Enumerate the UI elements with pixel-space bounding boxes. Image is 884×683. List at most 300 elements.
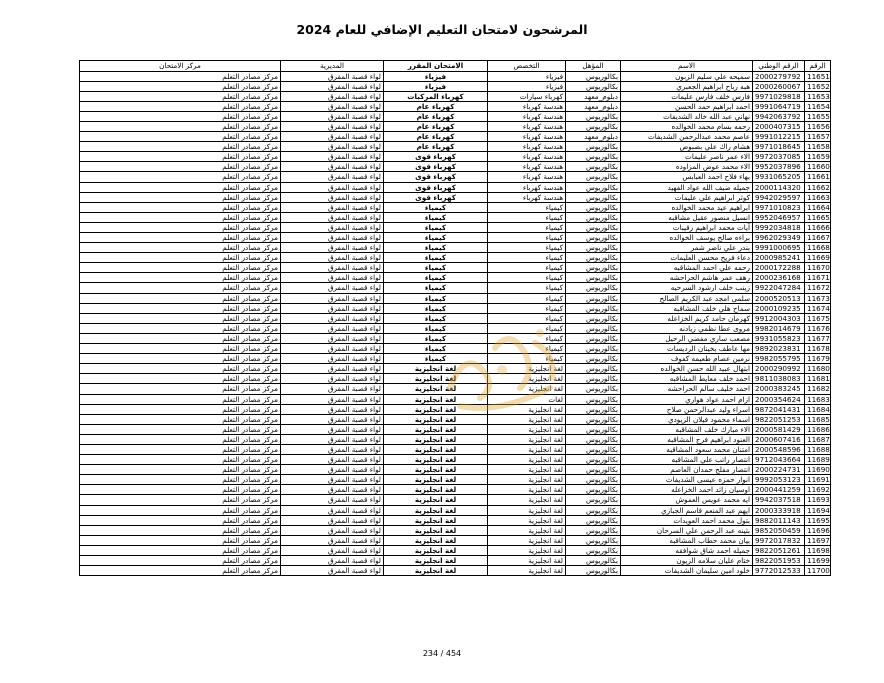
cell-num: 11665 bbox=[805, 212, 831, 222]
table-row bbox=[80, 182, 831, 192]
table-row bbox=[80, 515, 831, 525]
cell-national-id: 2000985241 bbox=[753, 253, 805, 263]
cell-exam-center: مركز مصادر التعلم bbox=[80, 91, 281, 101]
cell-exam: كيمياء bbox=[384, 303, 488, 313]
cell-exam: كيمياء bbox=[384, 313, 488, 323]
cell-exam: فيزياء bbox=[384, 81, 488, 91]
cell-name: نهاني عبد الله خالد الشديفات bbox=[621, 111, 753, 121]
cell-qualification: بكالوريوس bbox=[566, 222, 621, 232]
cell-national-id: 9931055823 bbox=[753, 333, 805, 343]
cell-exam-center: مركز مصادر التعلم bbox=[80, 465, 281, 475]
table-row bbox=[80, 273, 831, 283]
cell-exam: لغة انجليزية bbox=[384, 535, 488, 545]
cell-specialization: فيزياء bbox=[488, 71, 566, 81]
cell-national-id: 9822051261 bbox=[753, 545, 805, 555]
cell-exam: لغة انجليزية bbox=[384, 475, 488, 485]
cell-specialization: كيمياء bbox=[488, 233, 566, 243]
cell-specialization: فيزياء bbox=[488, 81, 566, 91]
cell-num: 11678 bbox=[805, 344, 831, 354]
cell-exam-center: مركز مصادر التعلم bbox=[80, 495, 281, 505]
cell-exam-center: مركز مصادر التعلم bbox=[80, 111, 281, 121]
cell-exam-center: مركز مصادر التعلم bbox=[80, 394, 281, 404]
cell-exam: كيمياء bbox=[384, 293, 488, 303]
cell-qualification: بكالوريوس bbox=[566, 172, 621, 182]
cell-directorate: لواء قصبة المفرق bbox=[281, 111, 384, 121]
cell-specialization: كيمياء bbox=[488, 283, 566, 293]
cell-qualification: بكالوريوس bbox=[566, 152, 621, 162]
table-row bbox=[80, 495, 831, 505]
cell-national-id: 2000172288 bbox=[753, 263, 805, 273]
candidates-table bbox=[79, 60, 831, 576]
cell-name: امتنان محمد سعود المشاقبه bbox=[621, 444, 753, 454]
cell-exam: كهرباء قوى bbox=[384, 192, 488, 202]
cell-exam: لغة انجليزية bbox=[384, 374, 488, 384]
cell-exam: لغة انجليزية bbox=[384, 515, 488, 525]
cell-qualification: بكالوريوس bbox=[566, 344, 621, 354]
cell-national-id: 9992034818 bbox=[753, 222, 805, 232]
cell-national-id: 9892023831 bbox=[753, 344, 805, 354]
cell-qualification: بكالوريوس bbox=[566, 81, 621, 91]
cell-exam-center: مركز مصادر التعلم bbox=[80, 525, 281, 535]
table-row bbox=[80, 444, 831, 454]
cell-name: رهف عمر هاشم الحراحشه bbox=[621, 273, 753, 283]
table-row bbox=[80, 424, 831, 434]
cell-directorate: لواء قصبة المفرق bbox=[281, 505, 384, 515]
cell-qualification: بكالوريوس bbox=[566, 243, 621, 253]
cell-qualification: بكالوريوس bbox=[566, 556, 621, 566]
cell-exam-center: مركز مصادر التعلم bbox=[80, 505, 281, 515]
cell-qualification: بكالوريوس bbox=[566, 121, 621, 131]
cell-directorate: لواء قصبة المفرق bbox=[281, 273, 384, 283]
cell-name: رحمه علي احمد المشاقبه bbox=[621, 263, 753, 273]
cell-national-id: 2000581429 bbox=[753, 424, 805, 434]
cell-name: هشام راك علي بصبوص bbox=[621, 142, 753, 152]
table-row bbox=[80, 263, 831, 273]
cell-exam-center: مركز مصادر التعلم bbox=[80, 202, 281, 212]
table-row bbox=[80, 566, 831, 576]
cell-national-id: 9952037896 bbox=[753, 162, 805, 172]
cell-name: هبه رباح ابراهيم الجعبري bbox=[621, 81, 753, 91]
cell-directorate: لواء قصبة المفرق bbox=[281, 152, 384, 162]
cell-exam: كيمياء bbox=[384, 263, 488, 273]
table-row bbox=[80, 545, 831, 555]
cell-qualification: بكالوريوس bbox=[566, 293, 621, 303]
cell-exam: لغة انجليزية bbox=[384, 444, 488, 454]
table-row bbox=[80, 243, 831, 253]
cell-name: نرمين عصام طعيمه كفوف bbox=[621, 354, 753, 364]
cell-num: 11695 bbox=[805, 515, 831, 525]
cell-qualification: بكالوريوس bbox=[566, 233, 621, 243]
table-row bbox=[80, 333, 831, 343]
cell-exam: لغة انجليزية bbox=[384, 414, 488, 424]
cell-directorate: لواء قصبة المفرق bbox=[281, 303, 384, 313]
cell-num: 11670 bbox=[805, 263, 831, 273]
cell-exam-center: مركز مصادر التعلم bbox=[80, 566, 281, 576]
cell-exam-center: مركز مصادر التعلم bbox=[80, 273, 281, 283]
cell-national-id: 9982055795 bbox=[753, 354, 805, 364]
table-row bbox=[80, 384, 831, 394]
table-row bbox=[80, 354, 831, 364]
cell-specialization: كيمياء bbox=[488, 323, 566, 333]
cell-name: الاء عمر ناصر عليمات bbox=[621, 152, 753, 162]
cell-exam: لغة انجليزية bbox=[384, 455, 488, 465]
table-row bbox=[80, 323, 831, 333]
cell-specialization: هندسة كهرباء bbox=[488, 111, 566, 121]
cell-qualification: بكالوريوس bbox=[566, 394, 621, 404]
cell-exam-center: مركز مصادر التعلم bbox=[80, 384, 281, 394]
cell-num: 11697 bbox=[805, 535, 831, 545]
cell-national-id: 9882011143 bbox=[753, 515, 805, 525]
cell-specialization: لغة انجليزية bbox=[488, 465, 566, 475]
cell-name: انتصار مفلح حمدان العاصم bbox=[621, 465, 753, 475]
cell-exam: كيمياء bbox=[384, 333, 488, 343]
cell-exam: كهرباء عام bbox=[384, 142, 488, 152]
cell-num: 11669 bbox=[805, 253, 831, 263]
cell-name: انسيل منصور عقيل مشاقبه bbox=[621, 212, 753, 222]
cell-directorate: لواء قصبة المفرق bbox=[281, 91, 384, 101]
cell-national-id: 9852050459 bbox=[753, 525, 805, 535]
cell-qualification: بكالوريوس bbox=[566, 434, 621, 444]
cell-name: احمد ابراهيم حمد الحسن bbox=[621, 101, 753, 111]
cell-name: انتصار راتب علي المشاقبه bbox=[621, 455, 753, 465]
table-row bbox=[80, 121, 831, 131]
cell-specialization: لغة انجليزية bbox=[488, 495, 566, 505]
cell-qualification: بكالوريوس bbox=[566, 374, 621, 384]
cell-directorate: لواء قصبة المفرق bbox=[281, 475, 384, 485]
cell-qualification: دبلوم_معهد bbox=[566, 132, 621, 142]
cell-specialization: لغة انجليزية bbox=[488, 535, 566, 545]
cell-num: 11674 bbox=[805, 303, 831, 313]
cell-specialization: هندسة كهرباء bbox=[488, 132, 566, 142]
cell-num: 11680 bbox=[805, 364, 831, 374]
cell-name: آيات محمد ابراهيم رقيبات bbox=[621, 222, 753, 232]
cell-national-id: 9942037518 bbox=[753, 495, 805, 505]
cell-exam: كهرباء عام bbox=[384, 132, 488, 142]
cell-specialization: كيمياء bbox=[488, 263, 566, 273]
cell-exam: كهرباء عام bbox=[384, 121, 488, 131]
cell-name: بثينه عبد الرحمن علي السرحان bbox=[621, 525, 753, 535]
table-row bbox=[80, 132, 831, 142]
cell-name: براءه صالح يوسف الخوالده bbox=[621, 233, 753, 243]
cell-qualification: بكالوريوس bbox=[566, 303, 621, 313]
cell-num: 11659 bbox=[805, 152, 831, 162]
cell-directorate: لواء قصبة المفرق bbox=[281, 182, 384, 192]
cell-num: 11688 bbox=[805, 444, 831, 454]
table-row bbox=[80, 535, 831, 545]
cell-name: سماح هلي خلف المشاقبه bbox=[621, 303, 753, 313]
table-row bbox=[80, 283, 831, 293]
cell-exam: كهرباء قوى bbox=[384, 162, 488, 172]
table-row bbox=[80, 313, 831, 323]
cell-specialization: لغة انجليزية bbox=[488, 455, 566, 465]
cell-exam-center: مركز مصادر التعلم bbox=[80, 253, 281, 263]
cell-exam-center: مركز مصادر التعلم bbox=[80, 222, 281, 232]
cell-qualification: بكالوريوس bbox=[566, 444, 621, 454]
table-row bbox=[80, 111, 831, 121]
cell-specialization: كهرباء سيارات bbox=[488, 91, 566, 101]
cell-num: 11672 bbox=[805, 283, 831, 293]
cell-num: 11685 bbox=[805, 414, 831, 424]
cell-num: 11677 bbox=[805, 333, 831, 343]
cell-specialization: لغة انجليزية bbox=[488, 364, 566, 374]
cell-directorate: لواء قصبة المفرق bbox=[281, 444, 384, 454]
cell-national-id: 9971029818 bbox=[753, 91, 805, 101]
cell-name: اسراء وليد عبدالرحمن صلاح bbox=[621, 404, 753, 414]
cell-exam: كيمياء bbox=[384, 233, 488, 243]
cell-name: زينب خلف ارشود السرحيه bbox=[621, 283, 753, 293]
cell-directorate: لواء قصبة المفرق bbox=[281, 535, 384, 545]
cell-directorate: لواء قصبة المفرق bbox=[281, 323, 384, 333]
cell-qualification: بكالوريوس bbox=[566, 424, 621, 434]
table-row bbox=[80, 192, 831, 202]
cell-qualification: بكالوريوس bbox=[566, 283, 621, 293]
cell-num: 11655 bbox=[805, 111, 831, 121]
cell-name: ختام عليان سلامه الزيون bbox=[621, 556, 753, 566]
table-row bbox=[80, 485, 831, 495]
cell-specialization: كيمياء bbox=[488, 273, 566, 283]
cell-num: 11664 bbox=[805, 202, 831, 212]
header-qualification: المؤهل bbox=[566, 61, 621, 72]
cell-qualification: بكالوريوس bbox=[566, 273, 621, 283]
cell-exam: لغة انجليزية bbox=[384, 434, 488, 444]
cell-specialization: لغة انجليزية bbox=[488, 444, 566, 454]
cell-qualification: بكالوريوس bbox=[566, 162, 621, 172]
cell-national-id: 9822051253 bbox=[753, 414, 805, 424]
cell-qualification: بكالوريوس bbox=[566, 323, 621, 333]
cell-national-id: 2000520513 bbox=[753, 293, 805, 303]
cell-exam: كيمياء bbox=[384, 202, 488, 212]
cell-national-id: 9712043664 bbox=[753, 455, 805, 465]
table-row bbox=[80, 212, 831, 222]
cell-specialization: كيمياء bbox=[488, 212, 566, 222]
cell-name: جميله ضيف الله عواد الفهيد bbox=[621, 182, 753, 192]
cell-exam: لغة انجليزية bbox=[384, 364, 488, 374]
cell-name: الاء مبارك خلف المشاقبه bbox=[621, 424, 753, 434]
cell-national-id: 9992053123 bbox=[753, 475, 805, 485]
cell-specialization: لغة انجليزية bbox=[488, 556, 566, 566]
cell-num: 11684 bbox=[805, 404, 831, 414]
cell-directorate: لواء قصبة المفرق bbox=[281, 253, 384, 263]
cell-num: 11653 bbox=[805, 91, 831, 101]
cell-specialization: هندسة كهرباء bbox=[488, 162, 566, 172]
cell-qualification: بكالوريوس bbox=[566, 566, 621, 576]
cell-national-id: 9822051953 bbox=[753, 556, 805, 566]
cell-qualification: بكالوريوس bbox=[566, 263, 621, 273]
cell-num: 11656 bbox=[805, 121, 831, 131]
cell-specialization: لغة انجليزية bbox=[488, 485, 566, 495]
header-national-id: الرقم الوطني bbox=[753, 61, 805, 72]
cell-num: 11681 bbox=[805, 374, 831, 384]
cell-national-id: 9922047284 bbox=[753, 283, 805, 293]
cell-directorate: لواء قصبة المفرق bbox=[281, 333, 384, 343]
cell-qualification: بكالوريوس bbox=[566, 535, 621, 545]
cell-exam: كيمياء bbox=[384, 354, 488, 364]
cell-specialization: لغة انجليزية bbox=[488, 434, 566, 444]
cell-exam-center: مركز مصادر التعلم bbox=[80, 182, 281, 192]
cell-specialization: لغة انجليزية bbox=[488, 566, 566, 576]
cell-num: 11696 bbox=[805, 525, 831, 535]
cell-national-id: 2000407315 bbox=[753, 121, 805, 131]
cell-exam-center: مركز مصادر التعلم bbox=[80, 354, 281, 364]
cell-specialization: لغة انجليزية bbox=[488, 384, 566, 394]
cell-exam-center: مركز مصادر التعلم bbox=[80, 263, 281, 273]
cell-name: مها عاطف بخيتان الرديسات bbox=[621, 344, 753, 354]
page-number: 234 / 454 bbox=[422, 649, 462, 658]
cell-specialization: لغات bbox=[488, 394, 566, 404]
cell-directorate: لواء قصبة المفرق bbox=[281, 222, 384, 232]
cell-qualification: بكالوريوس bbox=[566, 465, 621, 475]
cell-directorate: لواء قصبة المفرق bbox=[281, 243, 384, 253]
cell-national-id: 2000114320 bbox=[753, 182, 805, 192]
table-row bbox=[80, 293, 831, 303]
cell-qualification: بكالوريوس bbox=[566, 525, 621, 535]
cell-name: ابتهال عبيد الله حسن الخوالده bbox=[621, 364, 753, 374]
cell-directorate: لواء قصبة المفرق bbox=[281, 404, 384, 414]
header-exam: الامتحان المقرر bbox=[384, 61, 488, 72]
cell-directorate: لواء قصبة المفرق bbox=[281, 132, 384, 142]
cell-directorate: لواء قصبة المفرق bbox=[281, 212, 384, 222]
cell-num: 11658 bbox=[805, 142, 831, 152]
cell-national-id: 9912004303 bbox=[753, 313, 805, 323]
cell-exam: كيمياء bbox=[384, 243, 488, 253]
cell-name: عاصم محمد عبدالرحمن الشديفات bbox=[621, 132, 753, 142]
cell-num: 11652 bbox=[805, 81, 831, 91]
cell-exam-center: مركز مصادر التعلم bbox=[80, 545, 281, 555]
cell-directorate: لواء قصبة المفرق bbox=[281, 394, 384, 404]
cell-exam-center: مركز مصادر التعلم bbox=[80, 344, 281, 354]
table-row bbox=[80, 71, 831, 81]
table-row bbox=[80, 202, 831, 212]
cell-qualification: بكالوريوس bbox=[566, 313, 621, 323]
cell-exam: كيمياء bbox=[384, 344, 488, 354]
cell-directorate: لواء قصبة المفرق bbox=[281, 525, 384, 535]
table-row bbox=[80, 434, 831, 444]
cell-specialization: كيمياء bbox=[488, 202, 566, 212]
table-row bbox=[80, 364, 831, 374]
cell-national-id: 9942063792 bbox=[753, 111, 805, 121]
cell-qualification: بكالوريوس bbox=[566, 505, 621, 515]
cell-name: بيان محمد حطاب المشاقبه bbox=[621, 535, 753, 545]
cell-qualification: بكالوريوس bbox=[566, 212, 621, 222]
cell-num: 11668 bbox=[805, 243, 831, 253]
table-row bbox=[80, 455, 831, 465]
cell-directorate: لواء قصبة المفرق bbox=[281, 192, 384, 202]
cell-directorate: لواء قصبة المفرق bbox=[281, 101, 384, 111]
cell-qualification: دبلوم_معهد bbox=[566, 101, 621, 111]
cell-qualification: بكالوريوس bbox=[566, 455, 621, 465]
cell-directorate: لواء قصبة المفرق bbox=[281, 71, 384, 81]
cell-specialization: هندسة كهرباء bbox=[488, 172, 566, 182]
cell-num: 11662 bbox=[805, 182, 831, 192]
cell-name: كوثر ابراهيم علي عليمات bbox=[621, 192, 753, 202]
cell-exam: كيمياء bbox=[384, 253, 488, 263]
cell-exam-center: مركز مصادر التعلم bbox=[80, 313, 281, 323]
cell-exam-center: مركز مصادر التعلم bbox=[80, 101, 281, 111]
cell-specialization: هندسة كهرباء bbox=[488, 121, 566, 131]
cell-specialization: كيمياء bbox=[488, 243, 566, 253]
cell-name: العنود ابراهيم فرج المشاقبه bbox=[621, 434, 753, 444]
cell-directorate: لواء قصبة المفرق bbox=[281, 162, 384, 172]
cell-exam: لغة انجليزية bbox=[384, 394, 488, 404]
cell-exam: لغة انجليزية bbox=[384, 465, 488, 475]
cell-qualification: بكالوريوس bbox=[566, 364, 621, 374]
cell-directorate: لواء قصبة المفرق bbox=[281, 172, 384, 182]
cell-exam-center: مركز مصادر التعلم bbox=[80, 71, 281, 81]
cell-directorate: لواء قصبة المفرق bbox=[281, 556, 384, 566]
cell-num: 11698 bbox=[805, 545, 831, 555]
cell-directorate: لواء قصبة المفرق bbox=[281, 354, 384, 364]
table-row bbox=[80, 253, 831, 263]
cell-directorate: لواء قصبة المفرق bbox=[281, 414, 384, 424]
cell-directorate: لواء قصبة المفرق bbox=[281, 485, 384, 495]
cell-qualification: دبلوم_معهد bbox=[566, 91, 621, 101]
cell-directorate: لواء قصبة المفرق bbox=[281, 374, 384, 384]
cell-directorate: لواء قصبة المفرق bbox=[281, 263, 384, 273]
cell-name: بهاء فلاح احمد العبابس bbox=[621, 172, 753, 182]
cell-specialization: كيمياء bbox=[488, 222, 566, 232]
cell-num: 11683 bbox=[805, 394, 831, 404]
table-row bbox=[80, 222, 831, 232]
cell-qualification: بكالوريوس bbox=[566, 495, 621, 505]
cell-exam-center: مركز مصادر التعلم bbox=[80, 455, 281, 465]
cell-num: 11679 bbox=[805, 354, 831, 364]
cell-exam-center: مركز مصادر التعلم bbox=[80, 333, 281, 343]
cell-exam: كيمياء bbox=[384, 283, 488, 293]
cell-exam: كهرباء قوى bbox=[384, 182, 488, 192]
cell-specialization: هندسة كهرباء bbox=[488, 152, 566, 162]
cell-directorate: لواء قصبة المفرق bbox=[281, 465, 384, 475]
cell-national-id: 2000548596 bbox=[753, 444, 805, 454]
cell-qualification: بكالوريوس bbox=[566, 111, 621, 121]
cell-specialization: كيمياء bbox=[488, 303, 566, 313]
cell-directorate: لواء قصبة المفرق bbox=[281, 313, 384, 323]
cell-qualification: بكالوريوس bbox=[566, 253, 621, 263]
table-body bbox=[80, 71, 831, 576]
cell-name: سلمى امجد عبد الكريم الصالح bbox=[621, 293, 753, 303]
table-row bbox=[80, 525, 831, 535]
cell-exam: كهرباء المركبات bbox=[384, 91, 488, 101]
cell-num: 11666 bbox=[805, 222, 831, 232]
header-specialization: التخصص bbox=[488, 61, 566, 72]
cell-specialization: لغة انجليزية bbox=[488, 424, 566, 434]
cell-num: 11691 bbox=[805, 475, 831, 485]
cell-name: ايهم عبد المنعم قاسم الجبازي bbox=[621, 505, 753, 515]
cell-num: 11693 bbox=[805, 495, 831, 505]
cell-name: سميحه علي سليم الزبون bbox=[621, 71, 753, 81]
cell-qualification: بكالوريوس bbox=[566, 404, 621, 414]
cell-national-id: 9772012533 bbox=[753, 566, 805, 576]
cell-directorate: لواء قصبة المفرق bbox=[281, 495, 384, 505]
cell-specialization: كيمياء bbox=[488, 344, 566, 354]
cell-exam-center: مركز مصادر التعلم bbox=[80, 374, 281, 384]
cell-qualification: بكالوريوس bbox=[566, 182, 621, 192]
cell-specialization: هندسة كهرباء bbox=[488, 182, 566, 192]
cell-exam-center: مركز مصادر التعلم bbox=[80, 485, 281, 495]
cell-name: رحمه بسام محمد الخوالده bbox=[621, 121, 753, 131]
table-row bbox=[80, 101, 831, 111]
cell-directorate: لواء قصبة المفرق bbox=[281, 566, 384, 576]
cell-specialization: لغة انجليزية bbox=[488, 515, 566, 525]
cell-name: اوسيان زائد احمد الخزاعله bbox=[621, 485, 753, 495]
table-row bbox=[80, 344, 831, 354]
cell-exam: لغة انجليزية bbox=[384, 566, 488, 576]
header-directorate: المديرية bbox=[281, 61, 384, 72]
cell-directorate: لواء قصبة المفرق bbox=[281, 283, 384, 293]
cell-num: 11663 bbox=[805, 192, 831, 202]
table-row bbox=[80, 303, 831, 313]
cell-national-id: 2000607416 bbox=[753, 434, 805, 444]
cell-exam: لغة انجليزية bbox=[384, 424, 488, 434]
